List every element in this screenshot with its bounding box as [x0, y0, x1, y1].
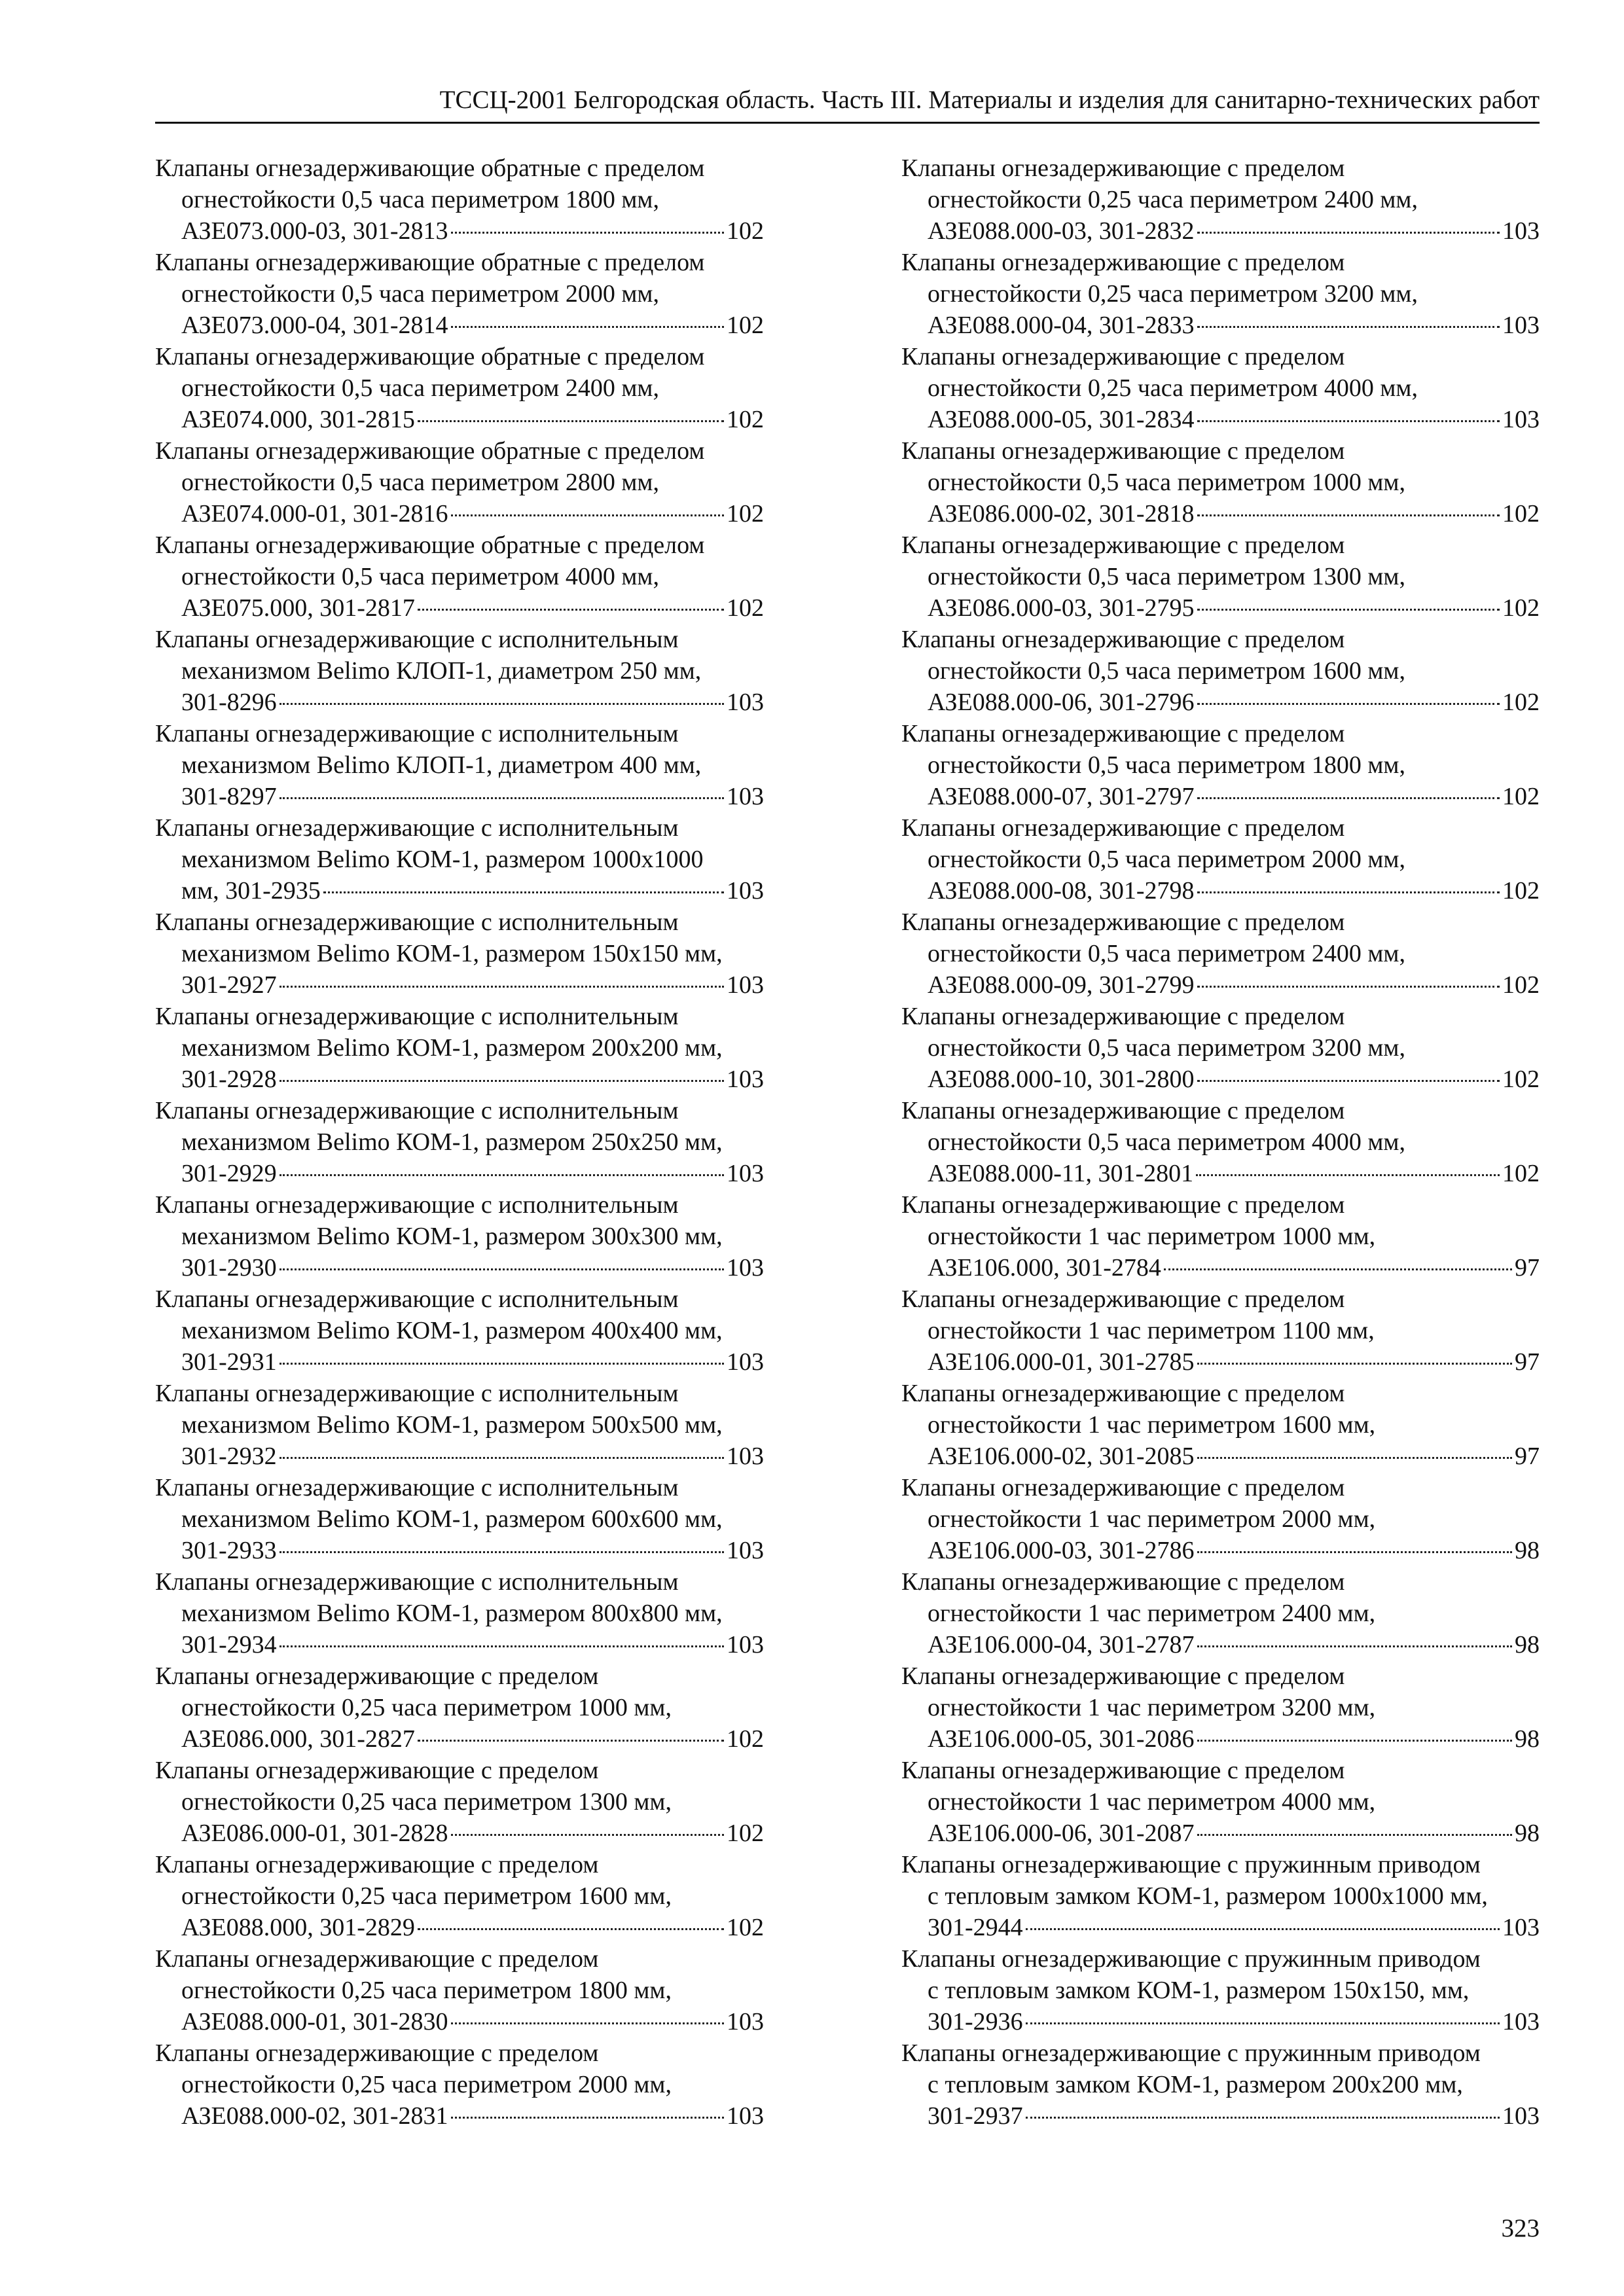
index-entry: [901, 812, 1540, 906]
entry-title-line: Клапаны огнезадерживающие с пределом: [901, 1662, 1345, 1690]
index-entry: [155, 1095, 764, 1189]
index-entry: [155, 624, 764, 718]
entry-title-line: Клапаны огнезадерживающие с исполнительным: [155, 908, 679, 936]
entry-title-line: Клапаны огнезадерживающие обратные с пределом: [155, 343, 705, 370]
entry-description-line: огнестойкости 0,5 часа периметром 1300 мм,: [928, 563, 1405, 590]
entry-description-line: огнестойкости 0,5 часа периметром 1000 мм,: [928, 469, 1405, 496]
entry-description-line: механизмом Belimo КОМ-1, размером 600x600 мм,: [181, 1505, 723, 1533]
entry-page-ref: 98: [1515, 1537, 1540, 1564]
entry-title-line: Клапаны огнезадерживающие с пружинным приводом: [901, 1851, 1481, 1878]
entry-page-ref: 103: [727, 689, 764, 716]
dot-leader: [1197, 1834, 1512, 1836]
entry-description-line: огнестойкости 0,25 часа периметром 4000 мм,: [928, 374, 1418, 402]
entry-title-line: Клапаны огнезадерживающие с пределом: [901, 1757, 1345, 1784]
index-entry: [901, 906, 1540, 1001]
entry-description-line: механизмом Belimo КЛОП-1, диаметром 400 мм,: [181, 751, 702, 779]
entry-description-line: механизмом Belimo КОМ-1, размером 200x200 мм,: [181, 1034, 723, 1062]
entry-reference-line: [155, 310, 764, 341]
dot-leader: [1197, 1551, 1512, 1553]
entry-code: АЗЕ088.000-01, 301-2830: [181, 2008, 448, 2036]
entry-title-line: Клапаны огнезадерживающие с пределом: [155, 1945, 599, 1973]
entry-code: АЗЕ073.000-03, 301-2813: [181, 217, 448, 245]
dot-leader: [280, 1457, 724, 1459]
entry-code: 301-8297: [181, 783, 277, 810]
dot-leader: [280, 1363, 724, 1365]
entry-title-line: Клапаны огнезадерживающие с исполнительным: [155, 1380, 679, 1407]
entry-title-line: Клапаны огнезадерживающие с пределом: [901, 437, 1345, 465]
entry-reference-line: [155, 1818, 764, 1849]
entry-title-line: Клапаны огнезадерживающие с пределом: [901, 626, 1345, 653]
entry-page-ref: 103: [727, 783, 764, 810]
entry-description-line: огнестойкости 0,25 часа периметром 1300 мм,: [181, 1788, 672, 1816]
dot-leader: [1164, 1268, 1512, 1270]
entry-title-line: Клапаны огнезадерживающие с пределом: [901, 814, 1345, 842]
entry-title-line: Клапаны огнезадерживающие с пределом: [901, 1474, 1345, 1501]
entry-page-ref: 102: [1502, 1066, 1540, 1093]
dot-leader: [1197, 1645, 1512, 1647]
entry-page-ref: 103: [1502, 2102, 1540, 2130]
entry-page-ref: 97: [1515, 1443, 1540, 1470]
entry-code: АЗЕ088.000-04, 301-2833: [928, 312, 1195, 339]
entry-page-ref: 102: [727, 406, 764, 433]
dot-leader: [1197, 326, 1500, 328]
dot-leader: [1197, 703, 1500, 705]
entry-code: АЗЕ086.000-02, 301-2818: [928, 500, 1195, 528]
dot-leader: [1197, 1740, 1512, 1742]
index-entry: [155, 1001, 764, 1095]
entry-page-ref: 98: [1515, 1725, 1540, 1753]
entry-code: 301-2937: [928, 2102, 1023, 2130]
dot-leader: [1197, 797, 1500, 799]
entry-code: 301-2928: [181, 1066, 277, 1093]
index-entry: [901, 1566, 1540, 1660]
entry-reference-line: [155, 215, 764, 247]
dot-leader: [1197, 232, 1500, 234]
entry-description-line: огнестойкости 0,25 часа периметром 1800 мм,: [181, 1977, 672, 2004]
dot-leader: [1197, 420, 1500, 422]
entry-code: АЗЕ088.000-08, 301-2798: [928, 877, 1195, 905]
entry-page-ref: 102: [727, 594, 764, 622]
entry-page-ref: 102: [1502, 689, 1540, 716]
entry-title-line: Клапаны огнезадерживающие с пределом: [155, 1851, 599, 1878]
entry-reference-line: [155, 1441, 764, 1472]
dot-leader: [280, 703, 724, 705]
entry-page-ref: 102: [727, 1820, 764, 1847]
entry-title-line: Клапаны огнезадерживающие с исполнительным: [155, 814, 679, 842]
dot-leader: [418, 1928, 724, 1930]
entry-reference-line: [901, 687, 1540, 718]
entry-title-line: Клапаны огнезадерживающие с пределом: [901, 720, 1345, 747]
entry-title-line: Клапаны огнезадерживающие с исполнительным: [155, 1285, 679, 1313]
entry-title-line: Клапаны огнезадерживающие с исполнительным: [155, 1568, 679, 1596]
dot-leader: [1026, 2022, 1500, 2024]
entry-code: 301-2930: [181, 1254, 277, 1282]
entry-page-ref: 102: [1502, 877, 1540, 905]
index-entry: [155, 1378, 764, 1472]
entry-page-ref: 98: [1515, 1820, 1540, 1847]
dot-leader: [323, 891, 724, 893]
entry-reference-line: [901, 310, 1540, 341]
entry-reference-line: [155, 875, 764, 906]
entry-description-line: огнестойкости 0,25 часа периметром 1000 мм,: [181, 1694, 672, 1721]
dot-leader: [280, 986, 724, 988]
dot-leader: [1197, 1080, 1500, 1082]
entry-title-line: Клапаны огнезадерживающие с исполнительным: [155, 720, 679, 747]
dot-leader: [280, 1174, 724, 1176]
entry-reference-line: [901, 2100, 1540, 2132]
dot-leader: [418, 420, 724, 422]
entry-title-line: Клапаны огнезадерживающие с пределом: [901, 1285, 1345, 1313]
dot-leader: [1026, 2117, 1500, 2119]
entry-description-line: механизмом Belimo КОМ-1, размером 800x800 мм,: [181, 1600, 723, 1627]
entry-code: АЗЕ106.000-03, 301-2786: [928, 1537, 1195, 1564]
entry-title-line: Клапаны огнезадерживающие с пределом: [901, 908, 1345, 936]
entry-description-line: огнестойкости 0,5 часа периметром 2400 мм,: [928, 940, 1405, 967]
entry-code: АЗЕ086.000-01, 301-2828: [181, 1820, 448, 1847]
entry-reference-line: [155, 781, 764, 812]
entry-page-ref: 102: [727, 1914, 764, 1941]
entry-page-ref: 102: [1502, 1160, 1540, 1187]
page-number: 323: [1501, 2214, 1540, 2242]
entry-description-line: огнестойкости 1 час периметром 1100 мм,: [928, 1317, 1375, 1344]
entry-title-line: Клапаны огнезадерживающие с исполнительным: [155, 1191, 679, 1219]
entry-reference-line: [901, 781, 1540, 812]
entry-code: АЗЕ106.000-02, 301-2085: [928, 1443, 1195, 1470]
index-entry: [901, 1283, 1540, 1378]
index-entry: [901, 341, 1540, 435]
index-entry: [155, 341, 764, 435]
entry-reference-line: [155, 592, 764, 624]
index-entry: [901, 1943, 1540, 2037]
dot-leader: [1197, 986, 1500, 988]
entry-title-line: Клапаны огнезадерживающие с пределом: [901, 1003, 1345, 1030]
entry-description-line: огнестойкости 0,5 часа периметром 1600 мм,: [928, 657, 1405, 685]
entry-page-ref: 103: [727, 1254, 764, 1282]
index-entry: [901, 1095, 1540, 1189]
entry-code: 301-2927: [181, 971, 277, 999]
entry-title-line: Клапаны огнезадерживающие обратные с пределом: [155, 249, 705, 276]
entry-reference-line: [155, 687, 764, 718]
dot-leader: [280, 797, 724, 799]
entry-title-line: Клапаны огнезадерживающие с пределом: [901, 154, 1345, 182]
entry-page-ref: 103: [727, 2008, 764, 2036]
index-column-right: [901, 152, 1540, 2132]
entry-page-ref: 103: [727, 971, 764, 999]
index-entry: [901, 1755, 1540, 1849]
index-entry: [901, 624, 1540, 718]
dot-leader: [451, 326, 724, 328]
entry-title-line: Клапаны огнезадерживающие с исполнительным: [155, 1003, 679, 1030]
dot-leader: [280, 1268, 724, 1270]
entry-title-line: Клапаны огнезадерживающие с пределом: [155, 2039, 599, 2067]
index-entry: [901, 529, 1540, 624]
entry-reference-line: [155, 1723, 764, 1755]
entry-reference-line: [155, 1158, 764, 1189]
index-entry: [901, 152, 1540, 247]
entry-page-ref: 102: [1502, 783, 1540, 810]
entry-title-line: Клапаны огнезадерживающие с пределом: [901, 1191, 1345, 1219]
dot-leader: [280, 1080, 724, 1082]
entry-description-line: механизмом Belimo КОМ-1, размером 300x300 мм,: [181, 1223, 723, 1250]
entry-code: 301-2936: [928, 2008, 1023, 2036]
entry-description-line: огнестойкости 0,5 часа периметром 4000 мм,: [181, 563, 659, 590]
dot-leader: [280, 1645, 724, 1647]
entry-title-line: Клапаны огнезадерживающие с исполнительным: [155, 1474, 679, 1501]
index-entry: [155, 1943, 764, 2037]
entry-description-line: огнестойкости 1 час периметром 1000 мм,: [928, 1223, 1376, 1250]
entry-reference-line: [901, 215, 1540, 247]
entry-description-line: механизмом Belimo КОМ-1, размером 400x400 мм,: [181, 1317, 723, 1344]
index-entry: [155, 906, 764, 1001]
entry-title-line: Клапаны огнезадерживающие с пределом: [901, 343, 1345, 370]
header-title: ТССЦ-2001 Белгородская область. Часть III. Материалы и изделия для санитарно-технических работ: [439, 86, 1540, 114]
entry-description-line: огнестойкости 0,5 часа периметром 2800 мм,: [181, 469, 659, 496]
entry-code: АЗЕ106.000, 301-2784: [928, 1254, 1161, 1282]
entry-reference-line: [901, 1441, 1540, 1472]
entry-description-line: механизмом Belimo КЛОП-1, диаметром 250 мм,: [181, 657, 702, 685]
index-entry: [901, 435, 1540, 529]
entry-reference-line: [155, 1346, 764, 1378]
entry-page-ref: 103: [1502, 217, 1540, 245]
dot-leader: [451, 2022, 724, 2024]
entry-reference-line: [901, 592, 1540, 624]
index-entry: [155, 812, 764, 906]
entry-code: 301-8296: [181, 689, 277, 716]
entry-page-ref: 103: [727, 1443, 764, 1470]
entry-title-line: Клапаны огнезадерживающие с пружинным приводом: [901, 1945, 1481, 1973]
index-entry: [155, 1849, 764, 1943]
entry-description-line: огнестойкости 0,25 часа периметром 3200 мм,: [928, 280, 1418, 308]
index-entry: [901, 1189, 1540, 1283]
entry-page-ref: 102: [727, 1725, 764, 1753]
entry-title-line: Клапаны огнезадерживающие с пределом: [901, 249, 1345, 276]
entry-code: АЗЕ106.000-04, 301-2787: [928, 1631, 1195, 1659]
entry-description-line: огнестойкости 1 час периметром 3200 мм,: [928, 1694, 1376, 1721]
entry-title-line: Клапаны огнезадерживающие обратные с пределом: [155, 531, 705, 559]
entry-page-ref: 102: [1502, 500, 1540, 528]
entry-page-ref: 102: [1502, 971, 1540, 999]
index-entry: [155, 1283, 764, 1378]
entry-reference-line: [901, 404, 1540, 435]
entry-code: АЗЕ074.000-01, 301-2816: [181, 500, 448, 528]
index-entry: [155, 1472, 764, 1566]
dot-leader: [1196, 1174, 1500, 1176]
entry-code: мм, 301-2935: [181, 877, 321, 905]
entry-description-line: механизмом Belimo КОМ-1, размером 150x150 мм,: [181, 940, 723, 967]
entry-description-line: механизмом Belimo КОМ-1, размером 500x500 мм,: [181, 1411, 723, 1439]
index-entry: [901, 1660, 1540, 1755]
entry-title-line: Клапаны огнезадерживающие обратные с пределом: [155, 437, 705, 465]
index-entry: [901, 2037, 1540, 2132]
entry-description-line: огнестойкости 0,5 часа периметром 4000 мм,: [928, 1128, 1405, 1156]
entry-page-ref: 103: [727, 1631, 764, 1659]
entry-reference-line: [901, 498, 1540, 529]
entry-page-ref: 103: [1502, 1914, 1540, 1941]
entry-title-line: Клапаны огнезадерживающие с пределом: [155, 1662, 599, 1690]
entry-description-line: механизмом Belimo КОМ-1, размером 250x250 мм,: [181, 1128, 723, 1156]
entry-reference-line: [901, 1346, 1540, 1378]
entry-code: АЗЕ088.000, 301-2829: [181, 1914, 415, 1941]
entry-description-line: огнестойкости 0,5 часа периметром 3200 мм,: [928, 1034, 1405, 1062]
dot-leader: [451, 1834, 724, 1836]
entry-reference-line: [901, 1723, 1540, 1755]
entry-code: АЗЕ074.000, 301-2815: [181, 406, 415, 433]
dot-leader: [418, 609, 724, 611]
entry-page-ref: 103: [727, 1160, 764, 1187]
entry-reference-line: [901, 1818, 1540, 1849]
entry-code: 301-2933: [181, 1537, 277, 1564]
entry-description-line: огнестойкости 0,5 часа периметром 1800 мм,: [181, 186, 659, 213]
entry-reference-line: [155, 1629, 764, 1660]
entry-page-ref: 103: [727, 1066, 764, 1093]
index-entry: [155, 435, 764, 529]
index-entry: [155, 1660, 764, 1755]
entry-description-line: огнестойкости 0,5 часа периметром 2000 мм,: [181, 280, 659, 308]
entry-title-line: Клапаны огнезадерживающие с пределом: [901, 531, 1345, 559]
entry-description-line: огнестойкости 0,25 часа периметром 2000 мм,: [181, 2071, 672, 2098]
entry-page-ref: 102: [727, 312, 764, 339]
entry-description-line: с тепловым замком КОМ-1, размером 200x200 мм,: [928, 2071, 1463, 2098]
entry-title-line: Клапаны огнезадерживающие с пределом: [155, 1757, 599, 1784]
dot-leader: [451, 232, 724, 234]
entry-reference-line: [901, 1158, 1540, 1189]
running-header: [155, 84, 1540, 124]
entry-title-line: Клапаны огнезадерживающие с пределом: [901, 1097, 1345, 1124]
entry-reference-line: [155, 1064, 764, 1095]
entry-page-ref: 103: [727, 1348, 764, 1376]
entry-page-ref: 102: [727, 500, 764, 528]
dot-leader: [1197, 891, 1500, 893]
entry-description-line: огнестойкости 1 час периметром 1600 мм,: [928, 1411, 1376, 1439]
entry-code: АЗЕ106.000-06, 301-2087: [928, 1820, 1195, 1847]
entry-page-ref: 103: [1502, 2008, 1540, 2036]
index-entry: [901, 718, 1540, 812]
entry-reference-line: [155, 1912, 764, 1943]
index-entry: [155, 247, 764, 341]
entry-code: АЗЕ073.000-04, 301-2814: [181, 312, 448, 339]
entry-code: АЗЕ075.000, 301-2817: [181, 594, 415, 622]
entry-page-ref: 103: [727, 877, 764, 905]
entry-title-line: Клапаны огнезадерживающие с пределом: [901, 1380, 1345, 1407]
dot-leader: [280, 1551, 724, 1553]
entry-reference-line: [155, 2006, 764, 2037]
entry-reference-line: [901, 875, 1540, 906]
entry-code: АЗЕ106.000-05, 301-2086: [928, 1725, 1195, 1753]
dot-leader: [1026, 1928, 1500, 1930]
dot-leader: [451, 2117, 724, 2119]
dot-leader: [1197, 609, 1500, 611]
entry-description-line: огнестойкости 1 час периметром 2000 мм,: [928, 1505, 1376, 1533]
entry-title-line: Клапаны огнезадерживающие с исполнительным: [155, 1097, 679, 1124]
entry-description-line: с тепловым замком КОМ-1, размером 150x150, мм,: [928, 1977, 1470, 2004]
index-entry: [155, 1189, 764, 1283]
dot-leader: [418, 1740, 724, 1742]
entry-title-line: Клапаны огнезадерживающие с пределом: [901, 1568, 1345, 1596]
entry-code: АЗЕ088.000-02, 301-2831: [181, 2102, 448, 2130]
entry-reference-line: [155, 2100, 764, 2132]
entry-page-ref: 103: [1502, 406, 1540, 433]
index-column-left: [155, 152, 764, 2132]
dot-leader: [451, 514, 724, 516]
entry-description-line: с тепловым замком КОМ-1, размером 1000x1000 мм,: [928, 1882, 1488, 1910]
index-entry: [901, 1001, 1540, 1095]
entry-reference-line: [155, 1252, 764, 1283]
entry-description-line: огнестойкости 0,25 часа периметром 2400 мм,: [928, 186, 1418, 213]
entry-reference-line: [901, 969, 1540, 1001]
dot-leader: [1197, 1457, 1512, 1459]
entry-reference-line: [901, 2006, 1540, 2037]
entry-page-ref: 97: [1515, 1254, 1540, 1282]
entry-description-line: огнестойкости 0,5 часа периметром 2400 мм,: [181, 374, 659, 402]
entry-code: АЗЕ106.000-01, 301-2785: [928, 1348, 1195, 1376]
entry-page-ref: 103: [727, 1537, 764, 1564]
index-entry: [155, 1566, 764, 1660]
entry-title-line: Клапаны огнезадерживающие обратные с пределом: [155, 154, 705, 182]
index-entry: [901, 1849, 1540, 1943]
index-entry: [155, 2037, 764, 2132]
index-entry: [155, 529, 764, 624]
entry-page-ref: 102: [1502, 594, 1540, 622]
entry-code: 301-2929: [181, 1160, 277, 1187]
index-entry: [901, 247, 1540, 341]
entry-reference-line: [901, 1912, 1540, 1943]
entry-page-ref: 102: [727, 217, 764, 245]
entry-code: АЗЕ088.000-10, 301-2800: [928, 1066, 1195, 1093]
entry-description-line: огнестойкости 0,5 часа периметром 1800 мм,: [928, 751, 1405, 779]
dot-leader: [1197, 1363, 1512, 1365]
entry-reference-line: [901, 1252, 1540, 1283]
entry-reference-line: [901, 1064, 1540, 1095]
entry-description-line: огнестойкости 1 час периметром 2400 мм,: [928, 1600, 1376, 1627]
entry-reference-line: [155, 1535, 764, 1566]
entry-description-line: огнестойкости 0,5 часа периметром 2000 мм,: [928, 846, 1405, 873]
entry-title-line: Клапаны огнезадерживающие с исполнительным: [155, 626, 679, 653]
entry-reference-line: [155, 969, 764, 1001]
entry-code: АЗЕ088.000-07, 301-2797: [928, 783, 1195, 810]
entry-page-ref: 98: [1515, 1631, 1540, 1659]
entry-code: АЗЕ088.000-05, 301-2834: [928, 406, 1195, 433]
entry-description-line: механизмом Belimo КОМ-1, размером 1000x1000: [181, 846, 704, 873]
entry-title-line: Клапаны огнезадерживающие с пружинным приводом: [901, 2039, 1481, 2067]
index-entry: [155, 1755, 764, 1849]
entry-code: 301-2934: [181, 1631, 277, 1659]
entry-code: 301-2944: [928, 1914, 1023, 1941]
entry-code: АЗЕ088.000-03, 301-2832: [928, 217, 1195, 245]
entry-code: АЗЕ088.000-09, 301-2799: [928, 971, 1195, 999]
entry-page-ref: 103: [1502, 312, 1540, 339]
entry-code: АЗЕ088.000-11, 301-2801: [928, 1160, 1194, 1187]
entry-reference-line: [901, 1535, 1540, 1566]
entry-page-ref: 97: [1515, 1348, 1540, 1376]
index-entry: [155, 152, 764, 247]
entry-code: АЗЕ088.000-06, 301-2796: [928, 689, 1195, 716]
entry-code: АЗЕ086.000-03, 301-2795: [928, 594, 1195, 622]
dot-leader: [1197, 514, 1500, 516]
entry-code: 301-2931: [181, 1348, 277, 1376]
entry-reference-line: [155, 498, 764, 529]
index-entry: [155, 718, 764, 812]
index-entry: [901, 1472, 1540, 1566]
entry-code: АЗЕ086.000, 301-2827: [181, 1725, 415, 1753]
entry-description-line: огнестойкости 0,25 часа периметром 1600 мм,: [181, 1882, 672, 1910]
entry-code: 301-2932: [181, 1443, 277, 1470]
entry-page-ref: 103: [727, 2102, 764, 2130]
entry-description-line: огнестойкости 1 час периметром 4000 мм,: [928, 1788, 1376, 1816]
entry-reference-line: [901, 1629, 1540, 1660]
index-entry: [901, 1378, 1540, 1472]
entry-reference-line: [155, 404, 764, 435]
